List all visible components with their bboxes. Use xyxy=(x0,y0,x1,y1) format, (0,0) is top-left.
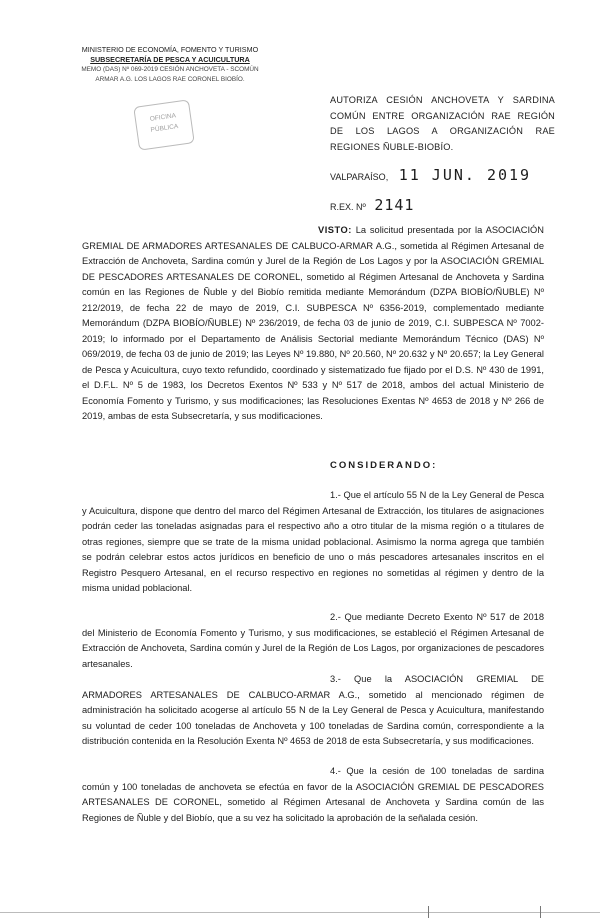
letterhead xyxy=(70,45,270,85)
visto-text: La solicitud presentada por la ASOCIACIÓN GREMIAL DE ARMADORES ARTESANALES DE CALBUCO-ARMAR A.G., sometida al Régimen Artesanal de Extracción de Anchoveta, Sardina común y Jurel de la Región de Los Lagos y por la ASOCIACIÓN GREMIAL DE PESCADORES ARTESANALES DE CORONEL, sometido al Régimen Artesanal de Anchoveta y Sardina común en las Regiones de Ñuble y del Biobío remitida mediante Memorándum (DZPA BIOBÍO/ÑUBLE) Nº 212/2019, de fecha 22 de mayo de 2019, C.I. SUBPESCA Nº 6356-2019, complementado mediante Memorándum (DZPA BIOBÍO/ÑUBLE) Nº 236/2019, de fecha 03 de junio de 2019, C.I. SUBPESCA Nº 7002-2019; lo informado por el Departamento de Análisis Sectorial mediante Memorándum Técnico (DAS) Nº 069/2019, de fecha 03 de junio de 2019; las Leyes Nº 19.880, Nº 20.560, Nº 20.632 y Nº 20.657; la Ley General de Pesca y Acuicultura, cuyo texto refundido, coordinado y sistematizado fue fijado por el D.S. Nº 430 de 1991, el D.F.L. Nº 5 de 1983, los Decretos Exentos Nº 533 y Nº 517 de 2018, ambos del actual Ministerio de Economía Fomento y Turismo, y sus modificaciones; las Resoluciones Exentas Nº 4653 de 2018 y Nº 266 de 2019, ambas de esta Subsecretaría, y sus modificaciones. xyxy=(82,225,544,421)
rex-label: R.EX. Nº xyxy=(330,202,366,212)
memo-reference-1: MEMO (DAS) Nº 069-2019 CESIÓN ANCHOVETA - SCOMÚN xyxy=(81,66,259,73)
considerando-item: 2.- Que mediante Decreto Exento Nº 517 de 2018 del Ministerio de Economía Fomento y Turismo, y sus modificaciones, se estableció el Régimen Artesanal de Extracción de Anchoveta, Sardina común y Jurel de la Región de Los Lagos, por organizaciones de pescadores artesanales. xyxy=(82,612,544,669)
visto-paragraph xyxy=(82,223,544,425)
visto-label: VISTO: xyxy=(318,225,352,235)
considerando-heading: CONSIDERANDO: xyxy=(330,460,438,471)
office-stamp xyxy=(133,99,195,150)
page-bottom-rule xyxy=(0,912,600,913)
considerando-item: 3.- Que la ASOCIACIÓN GREMIAL DE ARMADORES ARTESANALES DE CALBUCO-ARMAR A.G., sometido al mencionado régimen de administración ha solicitado acogerse al artículo 55 N de la Ley General de Pesca y Acuicultura, manifestando su voluntad de ceder 100 toneladas de Anchoveta y 100 toneladas de Sardina común, correspondiente a la distribución contenida en la Resolución Exenta Nº 4653 de 2018 de esta Subsecretaría, y sus modificaciones. xyxy=(82,674,544,746)
considerando-item: 1.- Que el artículo 55 N de la Ley General de Pesca y Acuicultura, dispone que dentro del marco del Régimen Artesanal de Extracción, los titulares de asignaciones podrán ceder las toneladas asignadas para el respectivo año a otro titular de la misma región o a titulares de otras regiones, siempre que se trate de la misma unidad poblacional. Asimismo la norma agrega que también se podrán celebrar estos actos jurídicos en beneficio de uno o más pescadores artesanales inscritos en el Registro Pesquero Artesanal, en el recurso respectivo en regiones no sometidas al régimen y dentro de la misma unidad poblacional. xyxy=(82,490,544,593)
bottom-tick-mark xyxy=(428,906,429,918)
considerando-item: 4.- Que la cesión de 100 toneladas de sardina común y 100 toneladas de anchoveta se efectúa en favor de la ASOCIACIÓN GREMIAL DE PESCADORES ARTESANALES DE CORONEL, sometido al Régimen Artesanal de Anchoveta y Sardina común de las Regiones de Ñuble y del Biobío, que a su vez ha solicitado la aprobación de la señalada cesión. xyxy=(82,766,544,823)
date-line xyxy=(330,166,531,184)
bottom-tick-mark xyxy=(540,906,541,918)
place-label: VALPARAÍSO, xyxy=(330,172,389,182)
resolution-number-line xyxy=(330,196,414,214)
ministry-name: MINISTERIO DE ECONOMÍA, FOMENTO Y TURISMO xyxy=(81,45,259,54)
subsecretaria-name: SUBSECRETARÍA DE PESCA Y ACUICULTURA xyxy=(90,55,250,64)
stamp-line-1: OFICINA xyxy=(149,112,177,123)
stamp-line-2: PÚBLICA xyxy=(150,123,179,134)
rex-number: 2141 xyxy=(374,196,415,214)
resolution-subject: AUTORIZA CESIÓN ANCHOVETA Y SARDINA COMÚN ENTRE ORGANIZACIÓN RAE REGIÓN DE LOS LAGOS A ORGANIZACIÓN RAE REGIONES ÑUBLE-BIOBÍO. xyxy=(330,95,555,152)
memo-reference-2: ARMAR A.G. LOS LAGOS RAE CORONEL BIOBÍO. xyxy=(95,76,245,83)
resolution-date: 11 JUN. 2019 xyxy=(398,166,532,184)
